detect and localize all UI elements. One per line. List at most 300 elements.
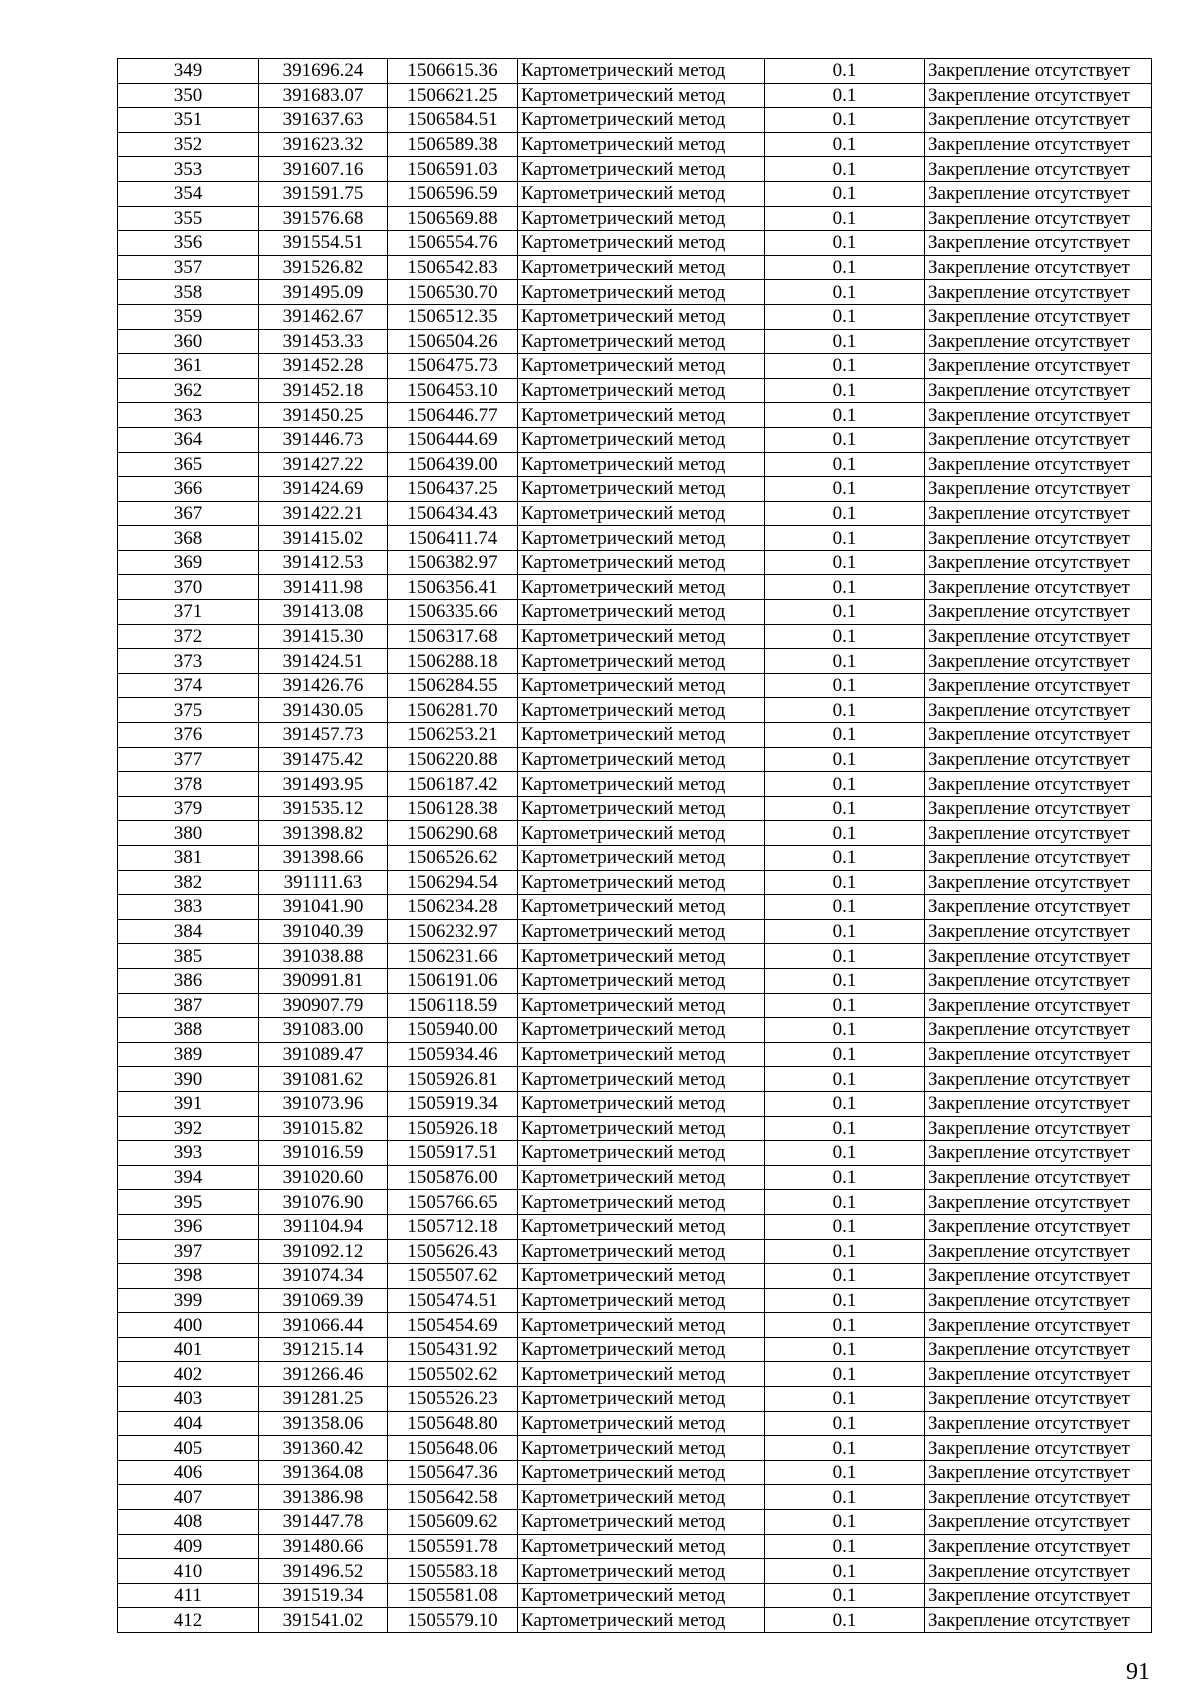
point-number-cell: 361 xyxy=(118,354,259,379)
point-number-cell: 406 xyxy=(118,1460,259,1485)
table-row xyxy=(118,649,1152,674)
y-coordinate-cell: 1506191.06 xyxy=(388,968,518,993)
accuracy-cell: 0.1 xyxy=(765,673,925,698)
y-coordinate-cell: 1505926.18 xyxy=(388,1116,518,1141)
fixing-cell: Закрепление отсутствует xyxy=(925,403,1152,428)
y-coordinate-cell: 1505526.23 xyxy=(388,1387,518,1412)
method-cell: Картометрический метод xyxy=(518,1362,765,1387)
point-number-cell: 410 xyxy=(118,1559,259,1584)
y-coordinate-cell: 1506294.54 xyxy=(388,870,518,895)
table-row xyxy=(118,1559,1152,1584)
point-number-cell: 387 xyxy=(118,993,259,1018)
method-cell: Картометрический метод xyxy=(518,1559,765,1584)
x-coordinate-cell: 391535.12 xyxy=(259,796,388,821)
table-row xyxy=(118,181,1152,206)
method-cell: Картометрический метод xyxy=(518,108,765,133)
accuracy-cell: 0.1 xyxy=(765,649,925,674)
accuracy-cell: 0.1 xyxy=(765,870,925,895)
accuracy-cell: 0.1 xyxy=(765,1091,925,1116)
table-row xyxy=(118,1460,1152,1485)
x-coordinate-cell: 391493.95 xyxy=(259,772,388,797)
method-cell: Картометрический метод xyxy=(518,255,765,280)
x-coordinate-cell: 391015.82 xyxy=(259,1116,388,1141)
method-cell: Картометрический метод xyxy=(518,895,765,920)
x-coordinate-cell: 391623.32 xyxy=(259,132,388,157)
point-number-cell: 404 xyxy=(118,1411,259,1436)
table-row xyxy=(118,501,1152,526)
x-coordinate-cell: 391427.22 xyxy=(259,452,388,477)
table-row xyxy=(118,378,1152,403)
table-row xyxy=(118,526,1152,551)
accuracy-cell: 0.1 xyxy=(765,1436,925,1461)
point-number-cell: 381 xyxy=(118,846,259,871)
method-cell: Картометрический метод xyxy=(518,304,765,329)
y-coordinate-cell: 1505647.36 xyxy=(388,1460,518,1485)
method-cell: Картометрический метод xyxy=(518,1018,765,1043)
point-number-cell: 369 xyxy=(118,550,259,575)
method-cell: Картометрический метод xyxy=(518,723,765,748)
x-coordinate-cell: 391066.44 xyxy=(259,1313,388,1338)
x-coordinate-cell: 391475.42 xyxy=(259,747,388,772)
fixing-cell: Закрепление отсутствует xyxy=(925,1214,1152,1239)
y-coordinate-cell: 1506446.77 xyxy=(388,403,518,428)
y-coordinate-cell: 1505917.51 xyxy=(388,1141,518,1166)
x-coordinate-cell: 391424.69 xyxy=(259,477,388,502)
fixing-cell: Закрепление отсутствует xyxy=(925,649,1152,674)
y-coordinate-cell: 1506231.66 xyxy=(388,944,518,969)
method-cell: Картометрический метод xyxy=(518,1067,765,1092)
fixing-cell: Закрепление отсутствует xyxy=(925,1116,1152,1141)
y-coordinate-cell: 1506317.68 xyxy=(388,624,518,649)
point-number-cell: 383 xyxy=(118,895,259,920)
fixing-cell: Закрепление отсутствует xyxy=(925,968,1152,993)
accuracy-cell: 0.1 xyxy=(765,132,925,157)
method-cell: Картометрический метод xyxy=(518,181,765,206)
point-number-cell: 398 xyxy=(118,1264,259,1289)
fixing-cell: Закрепление отсутствует xyxy=(925,206,1152,231)
method-cell: Картометрический метод xyxy=(518,1583,765,1608)
table-row xyxy=(118,993,1152,1018)
table-row xyxy=(118,1583,1152,1608)
method-cell: Картометрический метод xyxy=(518,403,765,428)
point-number-cell: 359 xyxy=(118,304,259,329)
point-number-cell: 395 xyxy=(118,1190,259,1215)
fixing-cell: Закрепление отсутствует xyxy=(925,723,1152,748)
point-number-cell: 391 xyxy=(118,1091,259,1116)
x-coordinate-cell: 391092.12 xyxy=(259,1239,388,1264)
table-row xyxy=(118,1018,1152,1043)
point-number-cell: 401 xyxy=(118,1337,259,1362)
accuracy-cell: 0.1 xyxy=(765,821,925,846)
point-number-cell: 367 xyxy=(118,501,259,526)
y-coordinate-cell: 1506512.35 xyxy=(388,304,518,329)
point-number-cell: 386 xyxy=(118,968,259,993)
method-cell: Картометрический метод xyxy=(518,944,765,969)
fixing-cell: Закрепление отсутствует xyxy=(925,378,1152,403)
accuracy-cell: 0.1 xyxy=(765,1214,925,1239)
table-row xyxy=(118,1485,1152,1510)
fixing-cell: Закрепление отсутствует xyxy=(925,1264,1152,1289)
table-row xyxy=(118,1214,1152,1239)
table-row xyxy=(118,280,1152,305)
accuracy-cell: 0.1 xyxy=(765,304,925,329)
point-number-cell: 385 xyxy=(118,944,259,969)
method-cell: Картометрический метод xyxy=(518,968,765,993)
accuracy-cell: 0.1 xyxy=(765,1485,925,1510)
table-row xyxy=(118,624,1152,649)
fixing-cell: Закрепление отсутствует xyxy=(925,181,1152,206)
point-number-cell: 409 xyxy=(118,1534,259,1559)
accuracy-cell: 0.1 xyxy=(765,624,925,649)
table-row xyxy=(118,1387,1152,1412)
fixing-cell: Закрепление отсутствует xyxy=(925,575,1152,600)
x-coordinate-cell: 391364.08 xyxy=(259,1460,388,1485)
method-cell: Картометрический метод xyxy=(518,1485,765,1510)
point-number-cell: 376 xyxy=(118,723,259,748)
table-row xyxy=(118,1239,1152,1264)
method-cell: Картометрический метод xyxy=(518,477,765,502)
table-row xyxy=(118,1337,1152,1362)
method-cell: Картометрический метод xyxy=(518,1288,765,1313)
accuracy-cell: 0.1 xyxy=(765,1067,925,1092)
x-coordinate-cell: 391020.60 xyxy=(259,1165,388,1190)
point-number-cell: 388 xyxy=(118,1018,259,1043)
x-coordinate-cell: 391415.02 xyxy=(259,526,388,551)
y-coordinate-cell: 1506335.66 xyxy=(388,600,518,625)
x-coordinate-cell: 391452.28 xyxy=(259,354,388,379)
x-coordinate-cell: 391411.98 xyxy=(259,575,388,600)
y-coordinate-cell: 1506281.70 xyxy=(388,698,518,723)
x-coordinate-cell: 391398.66 xyxy=(259,846,388,871)
x-coordinate-cell: 391074.34 xyxy=(259,1264,388,1289)
method-cell: Картометрический метод xyxy=(518,378,765,403)
y-coordinate-cell: 1506437.25 xyxy=(388,477,518,502)
point-number-cell: 349 xyxy=(118,59,259,84)
point-number-cell: 377 xyxy=(118,747,259,772)
y-coordinate-cell: 1506554.76 xyxy=(388,231,518,256)
fixing-cell: Закрепление отсутствует xyxy=(925,1337,1152,1362)
x-coordinate-cell: 391430.05 xyxy=(259,698,388,723)
fixing-cell: Закрепление отсутствует xyxy=(925,1288,1152,1313)
coordinates-table-body xyxy=(118,59,1152,1633)
table-row xyxy=(118,304,1152,329)
point-number-cell: 363 xyxy=(118,403,259,428)
x-coordinate-cell: 391215.14 xyxy=(259,1337,388,1362)
table-row xyxy=(118,1510,1152,1535)
accuracy-cell: 0.1 xyxy=(765,796,925,821)
point-number-cell: 368 xyxy=(118,526,259,551)
accuracy-cell: 0.1 xyxy=(765,772,925,797)
y-coordinate-cell: 1506584.51 xyxy=(388,108,518,133)
method-cell: Картометрический метод xyxy=(518,575,765,600)
accuracy-cell: 0.1 xyxy=(765,1387,925,1412)
x-coordinate-cell: 390991.81 xyxy=(259,968,388,993)
x-coordinate-cell: 391576.68 xyxy=(259,206,388,231)
y-coordinate-cell: 1505926.81 xyxy=(388,1067,518,1092)
accuracy-cell: 0.1 xyxy=(765,255,925,280)
x-coordinate-cell: 391398.82 xyxy=(259,821,388,846)
method-cell: Картометрический метод xyxy=(518,452,765,477)
fixing-cell: Закрепление отсутствует xyxy=(925,1091,1152,1116)
fixing-cell: Закрепление отсутствует xyxy=(925,993,1152,1018)
accuracy-cell: 0.1 xyxy=(765,1313,925,1338)
x-coordinate-cell: 391040.39 xyxy=(259,919,388,944)
accuracy-cell: 0.1 xyxy=(765,1608,925,1633)
table-row xyxy=(118,1362,1152,1387)
table-row xyxy=(118,821,1152,846)
fixing-cell: Закрепление отсутствует xyxy=(925,944,1152,969)
x-coordinate-cell: 391526.82 xyxy=(259,255,388,280)
fixing-cell: Закрепление отсутствует xyxy=(925,1583,1152,1608)
y-coordinate-cell: 1505940.00 xyxy=(388,1018,518,1043)
table-row xyxy=(118,1264,1152,1289)
fixing-cell: Закрепление отсутствует xyxy=(925,1411,1152,1436)
point-number-cell: 392 xyxy=(118,1116,259,1141)
y-coordinate-cell: 1506504.26 xyxy=(388,329,518,354)
y-coordinate-cell: 1506615.36 xyxy=(388,59,518,84)
point-number-cell: 407 xyxy=(118,1485,259,1510)
table-row xyxy=(118,919,1152,944)
x-coordinate-cell: 391386.98 xyxy=(259,1485,388,1510)
y-coordinate-cell: 1506589.38 xyxy=(388,132,518,157)
x-coordinate-cell: 391519.34 xyxy=(259,1583,388,1608)
y-coordinate-cell: 1506356.41 xyxy=(388,575,518,600)
point-number-cell: 394 xyxy=(118,1165,259,1190)
y-coordinate-cell: 1505507.62 xyxy=(388,1264,518,1289)
y-coordinate-cell: 1506453.10 xyxy=(388,378,518,403)
x-coordinate-cell: 391016.59 xyxy=(259,1141,388,1166)
table-row xyxy=(118,1436,1152,1461)
accuracy-cell: 0.1 xyxy=(765,280,925,305)
point-number-cell: 389 xyxy=(118,1042,259,1067)
fixing-cell: Закрепление отсутствует xyxy=(925,354,1152,379)
x-coordinate-cell: 391073.96 xyxy=(259,1091,388,1116)
table-row xyxy=(118,1042,1152,1067)
method-cell: Картометрический метод xyxy=(518,919,765,944)
table-row xyxy=(118,1608,1152,1633)
method-cell: Картометрический метод xyxy=(518,132,765,157)
x-coordinate-cell: 391696.24 xyxy=(259,59,388,84)
page-number: 91 xyxy=(1126,1659,1150,1685)
method-cell: Картометрический метод xyxy=(518,59,765,84)
y-coordinate-cell: 1506439.00 xyxy=(388,452,518,477)
y-coordinate-cell: 1506128.38 xyxy=(388,796,518,821)
x-coordinate-cell: 391422.21 xyxy=(259,501,388,526)
point-number-cell: 355 xyxy=(118,206,259,231)
method-cell: Картометрический метод xyxy=(518,993,765,1018)
fixing-cell: Закрепление отсутствует xyxy=(925,1042,1152,1067)
fixing-cell: Закрепление отсутствует xyxy=(925,1559,1152,1584)
fixing-cell: Закрепление отсутствует xyxy=(925,772,1152,797)
method-cell: Картометрический метод xyxy=(518,649,765,674)
x-coordinate-cell: 391081.62 xyxy=(259,1067,388,1092)
y-coordinate-cell: 1505934.46 xyxy=(388,1042,518,1067)
fixing-cell: Закрепление отсутствует xyxy=(925,1067,1152,1092)
x-coordinate-cell: 391607.16 xyxy=(259,157,388,182)
table-row xyxy=(118,1067,1152,1092)
x-coordinate-cell: 391495.09 xyxy=(259,280,388,305)
fixing-cell: Закрепление отсутствует xyxy=(925,329,1152,354)
y-coordinate-cell: 1505626.43 xyxy=(388,1239,518,1264)
fixing-cell: Закрепление отсутствует xyxy=(925,452,1152,477)
point-number-cell: 360 xyxy=(118,329,259,354)
x-coordinate-cell: 391412.53 xyxy=(259,550,388,575)
accuracy-cell: 0.1 xyxy=(765,83,925,108)
table-row xyxy=(118,895,1152,920)
accuracy-cell: 0.1 xyxy=(765,1165,925,1190)
table-row xyxy=(118,132,1152,157)
fixing-cell: Закрепление отсутствует xyxy=(925,796,1152,821)
point-number-cell: 366 xyxy=(118,477,259,502)
fixing-cell: Закрепление отсутствует xyxy=(925,1608,1152,1633)
table-row xyxy=(118,796,1152,821)
fixing-cell: Закрепление отсутствует xyxy=(925,501,1152,526)
table-row xyxy=(118,1411,1152,1436)
x-coordinate-cell: 391083.00 xyxy=(259,1018,388,1043)
fixing-cell: Закрепление отсутствует xyxy=(925,59,1152,84)
point-number-cell: 382 xyxy=(118,870,259,895)
point-number-cell: 408 xyxy=(118,1510,259,1535)
method-cell: Картометрический метод xyxy=(518,870,765,895)
y-coordinate-cell: 1505609.62 xyxy=(388,1510,518,1535)
table-row xyxy=(118,206,1152,231)
method-cell: Картометрический метод xyxy=(518,846,765,871)
point-number-cell: 400 xyxy=(118,1313,259,1338)
method-cell: Картометрический метод xyxy=(518,747,765,772)
x-coordinate-cell: 391480.66 xyxy=(259,1534,388,1559)
x-coordinate-cell: 391041.90 xyxy=(259,895,388,920)
fixing-cell: Закрепление отсутствует xyxy=(925,550,1152,575)
method-cell: Картометрический метод xyxy=(518,624,765,649)
table-row xyxy=(118,944,1152,969)
point-number-cell: 390 xyxy=(118,1067,259,1092)
method-cell: Картометрический метод xyxy=(518,427,765,452)
y-coordinate-cell: 1505591.78 xyxy=(388,1534,518,1559)
x-coordinate-cell: 391426.76 xyxy=(259,673,388,698)
point-number-cell: 354 xyxy=(118,181,259,206)
y-coordinate-cell: 1506596.59 xyxy=(388,181,518,206)
x-coordinate-cell: 391683.07 xyxy=(259,83,388,108)
y-coordinate-cell: 1506591.03 xyxy=(388,157,518,182)
fixing-cell: Закрепление отсутствует xyxy=(925,1018,1152,1043)
accuracy-cell: 0.1 xyxy=(765,698,925,723)
table-row xyxy=(118,1116,1152,1141)
accuracy-cell: 0.1 xyxy=(765,477,925,502)
accuracy-cell: 0.1 xyxy=(765,157,925,182)
point-number-cell: 357 xyxy=(118,255,259,280)
x-coordinate-cell: 391360.42 xyxy=(259,1436,388,1461)
y-coordinate-cell: 1506284.55 xyxy=(388,673,518,698)
x-coordinate-cell: 391281.25 xyxy=(259,1387,388,1412)
point-number-cell: 397 xyxy=(118,1239,259,1264)
table-row xyxy=(118,255,1152,280)
y-coordinate-cell: 1506569.88 xyxy=(388,206,518,231)
fixing-cell: Закрепление отсутствует xyxy=(925,304,1152,329)
y-coordinate-cell: 1506530.70 xyxy=(388,280,518,305)
table-row xyxy=(118,870,1152,895)
table-row xyxy=(118,575,1152,600)
y-coordinate-cell: 1506444.69 xyxy=(388,427,518,452)
fixing-cell: Закрепление отсутствует xyxy=(925,1485,1152,1510)
coordinates-table xyxy=(117,58,1152,1633)
x-coordinate-cell: 391591.75 xyxy=(259,181,388,206)
x-coordinate-cell: 391089.47 xyxy=(259,1042,388,1067)
accuracy-cell: 0.1 xyxy=(765,944,925,969)
y-coordinate-cell: 1506621.25 xyxy=(388,83,518,108)
accuracy-cell: 0.1 xyxy=(765,1559,925,1584)
fixing-cell: Закрепление отсутствует xyxy=(925,919,1152,944)
accuracy-cell: 0.1 xyxy=(765,1411,925,1436)
table-row xyxy=(118,403,1152,428)
y-coordinate-cell: 1506526.62 xyxy=(388,846,518,871)
x-coordinate-cell: 391111.63 xyxy=(259,870,388,895)
accuracy-cell: 0.1 xyxy=(765,231,925,256)
point-number-cell: 372 xyxy=(118,624,259,649)
accuracy-cell: 0.1 xyxy=(765,427,925,452)
x-coordinate-cell: 391358.06 xyxy=(259,1411,388,1436)
method-cell: Картометрический метод xyxy=(518,1190,765,1215)
accuracy-cell: 0.1 xyxy=(765,747,925,772)
x-coordinate-cell: 391415.30 xyxy=(259,624,388,649)
table-row xyxy=(118,1141,1152,1166)
accuracy-cell: 0.1 xyxy=(765,1239,925,1264)
table-row xyxy=(118,108,1152,133)
table-row xyxy=(118,673,1152,698)
fixing-cell: Закрепление отсутствует xyxy=(925,870,1152,895)
fixing-cell: Закрепление отсутствует xyxy=(925,1141,1152,1166)
method-cell: Картометрический метод xyxy=(518,329,765,354)
y-coordinate-cell: 1506382.97 xyxy=(388,550,518,575)
fixing-cell: Закрепление отсутствует xyxy=(925,1387,1152,1412)
y-coordinate-cell: 1505502.62 xyxy=(388,1362,518,1387)
accuracy-cell: 0.1 xyxy=(765,1288,925,1313)
y-coordinate-cell: 1506234.28 xyxy=(388,895,518,920)
accuracy-cell: 0.1 xyxy=(765,550,925,575)
fixing-cell: Закрепление отсутствует xyxy=(925,427,1152,452)
method-cell: Картометрический метод xyxy=(518,1608,765,1633)
fixing-cell: Закрепление отсутствует xyxy=(925,1362,1152,1387)
accuracy-cell: 0.1 xyxy=(765,575,925,600)
accuracy-cell: 0.1 xyxy=(765,1534,925,1559)
accuracy-cell: 0.1 xyxy=(765,1337,925,1362)
method-cell: Картометрический метод xyxy=(518,83,765,108)
fixing-cell: Закрепление отсутствует xyxy=(925,1313,1152,1338)
point-number-cell: 375 xyxy=(118,698,259,723)
table-row xyxy=(118,329,1152,354)
method-cell: Картометрический метод xyxy=(518,1214,765,1239)
method-cell: Картометрический метод xyxy=(518,821,765,846)
y-coordinate-cell: 1505919.34 xyxy=(388,1091,518,1116)
point-number-cell: 396 xyxy=(118,1214,259,1239)
table-row xyxy=(118,846,1152,871)
point-number-cell: 364 xyxy=(118,427,259,452)
accuracy-cell: 0.1 xyxy=(765,1116,925,1141)
accuracy-cell: 0.1 xyxy=(765,206,925,231)
table-row xyxy=(118,600,1152,625)
accuracy-cell: 0.1 xyxy=(765,1190,925,1215)
table-row xyxy=(118,1313,1152,1338)
fixing-cell: Закрепление отсутствует xyxy=(925,1165,1152,1190)
y-coordinate-cell: 1506542.83 xyxy=(388,255,518,280)
fixing-cell: Закрепление отсутствует xyxy=(925,846,1152,871)
x-coordinate-cell: 391104.94 xyxy=(259,1214,388,1239)
point-number-cell: 378 xyxy=(118,772,259,797)
method-cell: Картометрический метод xyxy=(518,1510,765,1535)
point-number-cell: 393 xyxy=(118,1141,259,1166)
x-coordinate-cell: 391496.52 xyxy=(259,1559,388,1584)
fixing-cell: Закрепление отсутствует xyxy=(925,1460,1152,1485)
method-cell: Картометрический метод xyxy=(518,1116,765,1141)
